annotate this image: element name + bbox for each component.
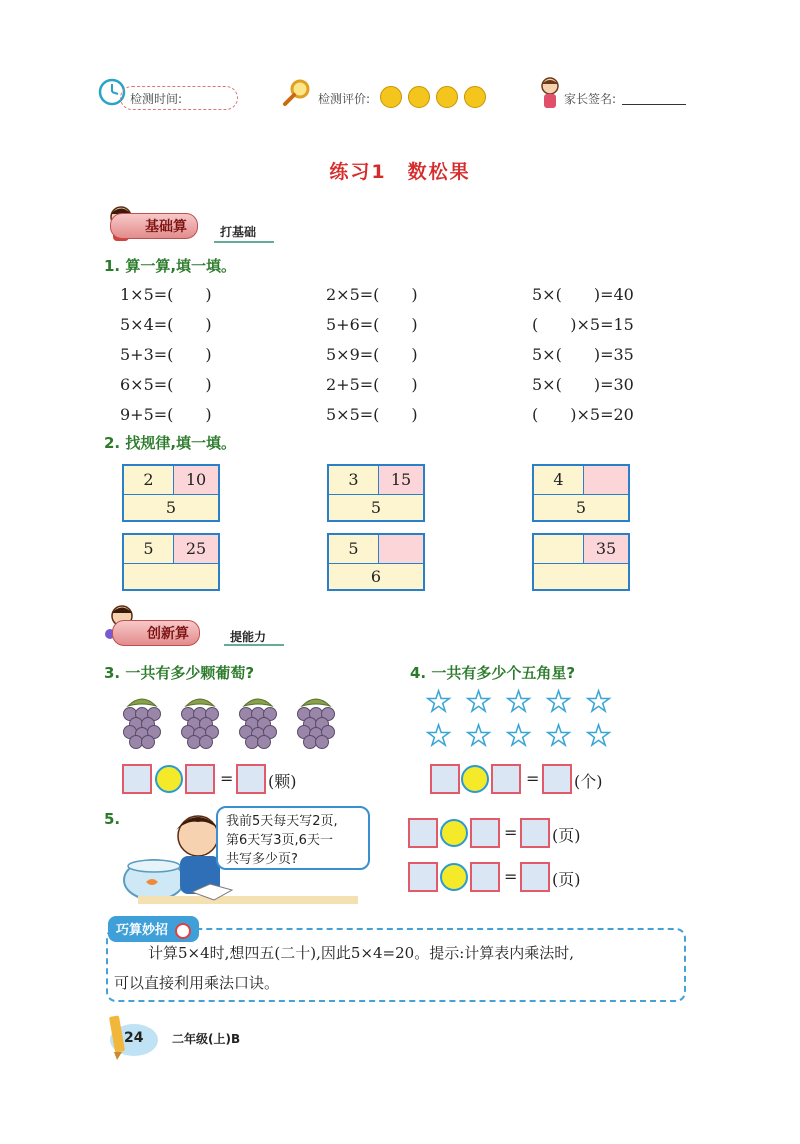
time-label: 检测时间: xyxy=(130,92,183,106)
eval-label: 检测评价: xyxy=(318,92,371,106)
star-icon: ★ xyxy=(546,719,572,752)
answer-box[interactable] xyxy=(542,764,572,794)
grade-label: 二年级(上)B xyxy=(172,1032,241,1046)
unit-label: (页) xyxy=(552,870,581,889)
pattern-box-left: 5 xyxy=(348,539,359,558)
tip-tag xyxy=(108,916,199,942)
pattern-box xyxy=(327,464,425,522)
answer-box[interactable] xyxy=(430,764,460,794)
q1-equations xyxy=(118,282,678,432)
grape-bunch-icon xyxy=(234,692,282,750)
equation: 9+5=( ) xyxy=(120,405,212,424)
section-innovate-sub: 提能力 xyxy=(230,630,267,644)
speech-line: 第6天写3页,6天一 xyxy=(226,833,333,848)
pattern-box xyxy=(122,464,220,522)
unit-label: (颗) xyxy=(268,772,297,791)
pattern-box-bottom: 5 xyxy=(575,498,587,517)
operator-circle[interactable] xyxy=(155,765,183,793)
worried-face-icon[interactable] xyxy=(436,86,458,108)
q1-heading: 1. 算一算,填一填。 xyxy=(104,257,237,275)
section-basic-banner xyxy=(104,205,274,245)
answer-box[interactable] xyxy=(122,764,152,794)
answer-box[interactable] xyxy=(185,764,215,794)
grapes-group xyxy=(118,692,358,752)
star-icon: ★ xyxy=(426,719,452,752)
equals-sign: = xyxy=(504,867,518,886)
parent-sign-label: 家长签名: xyxy=(564,92,617,106)
equals-sign: = xyxy=(526,769,540,788)
operator-circle[interactable] xyxy=(440,819,468,847)
pattern-box-right[interactable] xyxy=(583,466,628,494)
page-title: 练习1 数松果 xyxy=(329,161,471,183)
answer-box[interactable] xyxy=(408,862,438,892)
pattern-box-right[interactable]: 15 xyxy=(378,466,423,494)
star-icon: ★ xyxy=(466,719,492,752)
pattern-box-bottom: 6 xyxy=(370,567,382,586)
equation: 6×5=( ) xyxy=(120,375,212,394)
pattern-box xyxy=(122,533,220,591)
star-icon: ★ xyxy=(466,685,492,718)
pattern-box xyxy=(327,533,425,591)
unit-label: (页) xyxy=(552,826,581,845)
section-basic-sub: 打基础 xyxy=(220,225,257,239)
answer-box[interactable] xyxy=(520,818,550,848)
operator-circle[interactable] xyxy=(440,863,468,891)
girl-icon xyxy=(538,76,562,110)
equals-sign: = xyxy=(220,769,234,788)
pattern-box-left[interactable] xyxy=(534,535,583,563)
q3-heading: 3. 一共有多少颗葡萄? xyxy=(104,664,255,682)
pattern-box-bottom[interactable] xyxy=(534,564,628,589)
answer-box[interactable] xyxy=(408,818,438,848)
speech-bubble xyxy=(216,806,370,870)
q5-answer-row-1 xyxy=(408,818,608,850)
answer-box[interactable] xyxy=(236,764,266,794)
header-bar xyxy=(96,66,688,114)
pattern-box-bottom[interactable] xyxy=(124,564,218,589)
speech-line: 共写多少页? xyxy=(226,852,298,867)
tip-tag-label: 巧算妙招 xyxy=(116,923,169,938)
pattern-box-bottom: 5 xyxy=(370,498,382,517)
grin-face-icon[interactable] xyxy=(408,86,430,108)
answer-box[interactable] xyxy=(520,862,550,892)
star-icon: ★ xyxy=(426,685,452,718)
grape-bunch-icon xyxy=(118,692,166,750)
pattern-box xyxy=(532,533,630,591)
section-innovate-banner xyxy=(104,604,284,646)
pattern-box-left: 5 xyxy=(143,539,154,558)
star-icon: ★ xyxy=(546,685,572,718)
equation: 5×( )=40 xyxy=(532,285,634,304)
pattern-box-left: 4 xyxy=(553,470,564,489)
parent-sign-field[interactable] xyxy=(622,104,686,105)
equation: 5×( )=30 xyxy=(532,375,634,394)
q5-answer-row-2 xyxy=(408,862,608,894)
pattern-box-right[interactable] xyxy=(378,535,423,563)
equation: 5×( )=35 xyxy=(532,345,634,364)
pattern-box-left: 3 xyxy=(348,470,359,489)
magnifier-icon xyxy=(282,78,312,108)
pattern-box-right: 35 xyxy=(583,535,628,563)
q4-answer-row xyxy=(430,764,630,796)
pattern-box xyxy=(532,464,630,522)
divider xyxy=(214,241,274,243)
equation: 2+5=( ) xyxy=(326,375,418,394)
alarm-clock-icon xyxy=(175,923,191,939)
pattern-box-left: 2 xyxy=(143,470,154,489)
grape-bunch-icon xyxy=(176,692,224,750)
section-basic-title: 基础算 xyxy=(110,213,198,239)
answer-box[interactable] xyxy=(470,818,500,848)
star-icon: ★ xyxy=(506,685,532,718)
equation: ( )×5=20 xyxy=(532,405,634,424)
answer-box[interactable] xyxy=(470,862,500,892)
equation: 5×5=( ) xyxy=(326,405,418,424)
happy-face-icon[interactable] xyxy=(380,86,402,108)
equation: 5+6=( ) xyxy=(326,315,418,334)
grape-bunch-icon xyxy=(292,692,340,750)
q5-number: 5. xyxy=(104,810,121,828)
stars-group xyxy=(426,685,626,754)
unit-label: (个) xyxy=(574,772,603,791)
operator-circle[interactable] xyxy=(461,765,489,793)
equals-sign: = xyxy=(504,823,518,842)
equation: 1×5=( ) xyxy=(120,285,212,304)
page-number: 24 xyxy=(124,1030,144,1046)
star-icon: ★ xyxy=(586,685,612,718)
q3-answer-row xyxy=(122,764,322,796)
q4-heading: 4. 一共有多少个五角星? xyxy=(410,664,576,682)
section-innovate-title: 创新算 xyxy=(112,620,200,646)
equation: 5×4=( ) xyxy=(120,315,212,334)
equation: 2×5=( ) xyxy=(326,285,418,304)
equation: 5×9=( ) xyxy=(326,345,418,364)
pattern-box-right[interactable]: 25 xyxy=(173,535,218,563)
divider xyxy=(224,644,284,646)
equation: 5+3=( ) xyxy=(120,345,212,364)
star-icon: ★ xyxy=(506,719,532,752)
speech-line: 我前5天每天写2页, xyxy=(226,814,338,829)
pattern-box-bottom: 5 xyxy=(165,498,177,517)
equation: ( )×5=15 xyxy=(532,315,634,334)
pattern-box-right[interactable]: 10 xyxy=(173,466,218,494)
answer-box[interactable] xyxy=(491,764,521,794)
star-icon: ★ xyxy=(586,719,612,752)
tip-line-1: 计算5×4时,想四五(二十),因此5×4=20。提示:计算表内乘法时, xyxy=(148,944,575,962)
sad-face-icon[interactable] xyxy=(464,86,486,108)
tip-line-2: 可以直接利用乘法口诀。 xyxy=(114,974,280,992)
q2-heading: 2. 找规律,填一填。 xyxy=(104,434,237,452)
